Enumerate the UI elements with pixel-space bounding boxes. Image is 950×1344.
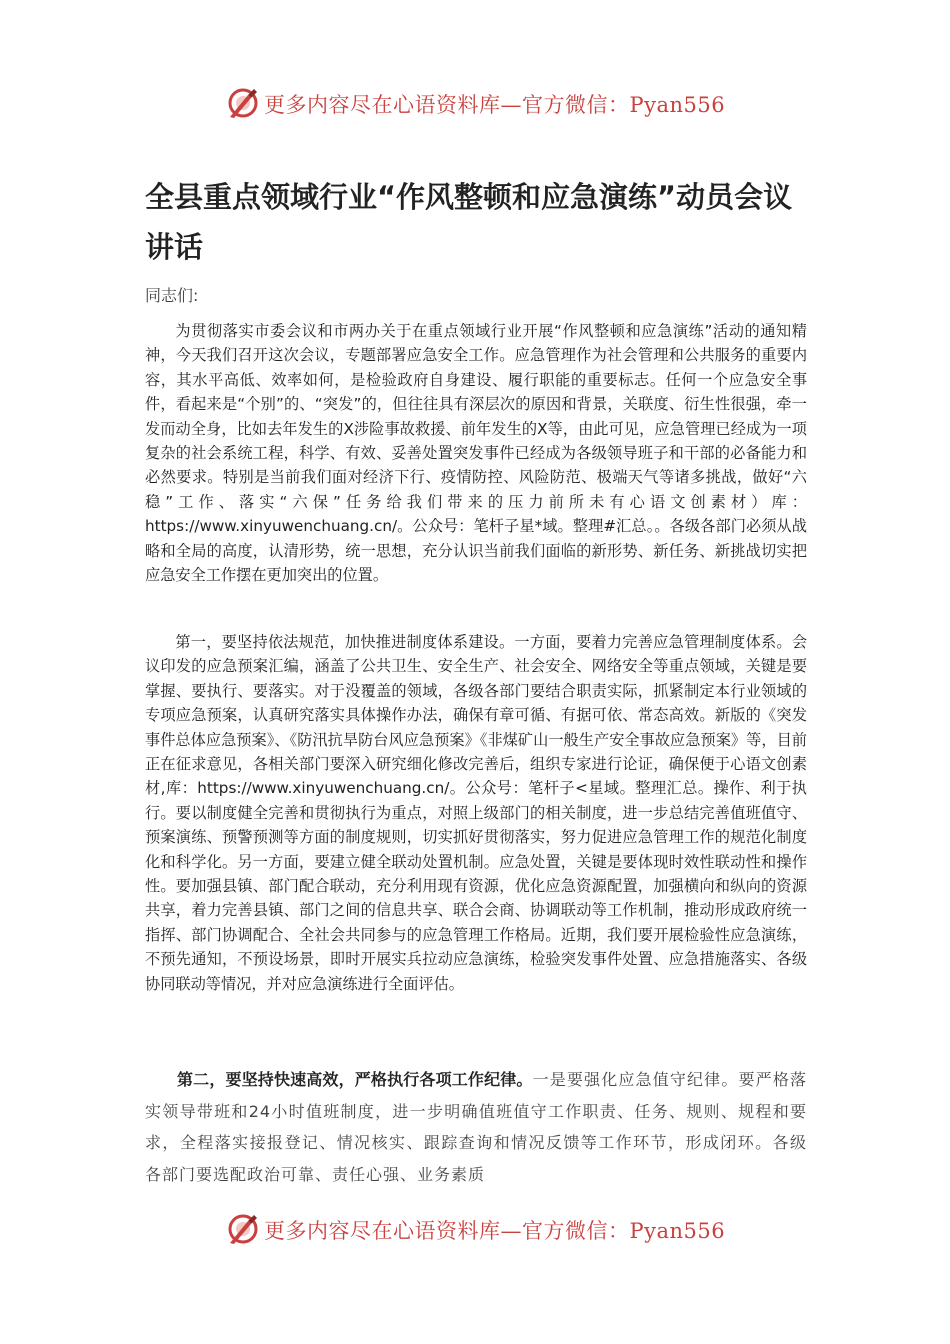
banner-text: 更多内容尽在心语资料库—官方微信：Pyan556 xyxy=(264,1219,726,1243)
paragraph-first-point: 第一，要坚持依法规范，加快推进制度体系建设。一方面，要着力完善应急管理制度体系。会议印发的应急预案汇编，涵盖了公共卫生、安全生产、社会安全、网络安全等重点领域，关键是要掌握、要执行、要落实。对于没覆盖的领域，各级各部门要结合职责实际，抓紧制定本行业领域的专项应急预案，认真研究落实具体操作办法，确保有章可循、有据可依、常态高效。新版的《突发事件总体应急预案》、《防汛抗旱防台风应急预案》《非煤矿山一般生产安全事故应急预案》等，目前正在征求意见，各相关部门要深入研究细化修改完善后，组织专家进行论证，确保便于心语文创素材,库：https://www.xinyuwenchuang.cn/。公众号：笔杆子<星域。整理汇总。操作、利于执行。要以制度健全完善和贯彻执行为重点，对照上级部门的相关制度，进一步总结完善值班值守、预案演练、预警预测等方面的制度规则，切实抓好贯彻落实，努力促进应急管理工作的规范化制度化和科学化。另一方面，要建立健全联动处置机制。应急处置，关键是要体现时效性联动性和操作性。要加强县镇、部门配合联动，充分利用现有资源，优化应急资源配置，加强横向和纵向的资源共享，着力完善县镇、部门之间的信息共享、联合会商、协调联动等工作机制，推动形成政府统一指挥、部门协调配合、全社会共同参与的应急管理工作格局。近期，我们要开展检验性应急演练，不预先通知，不预设场景，即时开展实兵拉动应急演练，检验突发事件处置、应急措施落实、各级协同联动等情况，并对应急演练进行全面评估。 xyxy=(145,633,807,993)
banner-wechat: 官方微信：Pyan556 xyxy=(522,1219,726,1243)
paragraph-second-point xyxy=(145,1064,807,1190)
document-title: 全县重点领域行业“作风整顿和应急演练”动员会议讲话 xyxy=(145,180,793,264)
brush-logo-icon xyxy=(226,86,260,120)
footer-banner xyxy=(0,1206,950,1254)
header-banner xyxy=(0,80,950,128)
banner-text: 更多内容尽在心语资料库—官方微信：Pyan556 xyxy=(264,93,726,117)
second-point-heading: 第二，要坚持快速高效，严格执行各项工作纪律。 xyxy=(177,1070,533,1089)
greeting: 同志们: xyxy=(145,286,199,305)
banner-wechat: 官方微信：Pyan556 xyxy=(522,93,726,117)
second-point-body: 一是要强化应急值守纪律。要严格落实领导带班和24小时值班制度，进一步明确值班值守工作职责、任务、规则、规程和要求，全程落实接报登记、情况核实、跟踪查询和情况反馈等工作环节，形成闭环。各级各部门要选配政治可靠、责任心强、业务素质 xyxy=(145,1070,807,1184)
paragraph-intro: 为贯彻落实市委会议和市两办关于在重点领域行业开展“作风整顿和应急演练”活动的通知精神，今天我们召开这次会议，专题部署应急安全工作。应急管理作为社会管理和公共服务的重要内容，其水平高低、效率如何，是检验政府自身建设、履行职能的重要标志。任何一个应急安全事件，看起来是“个别”的、“突发”的，但往往具有深层次的原因和背景，关联度、衍生性很强，牵一发而动全身，比如去年发生的X涉险事故救援、前年发生的X等，由此可见，应急管理已经成为一项复杂的社会系统工程，科学、有效、妥善处置突发事件已经成为各级领导班子和干部的必备能力和必然要求。特别是当前我们面对经济下行、疫情防控、风险防范、极端天气等诸多挑战，做好“六稳”工作、落实“六保”任务给我们带来的压力前所未有心语文创素材）库：https://www.xinyuwenchuang.cn/。公众号：笔杆子星*域。整理#汇总。。各级各部门必须从战略和全局的高度，认清形势，统一思想，充分认识当前我们面临的新形势、新任务、新挑战切实把应急安全工作摆在更加突出的位置。 xyxy=(145,322,807,585)
brush-logo-icon xyxy=(226,1212,260,1246)
